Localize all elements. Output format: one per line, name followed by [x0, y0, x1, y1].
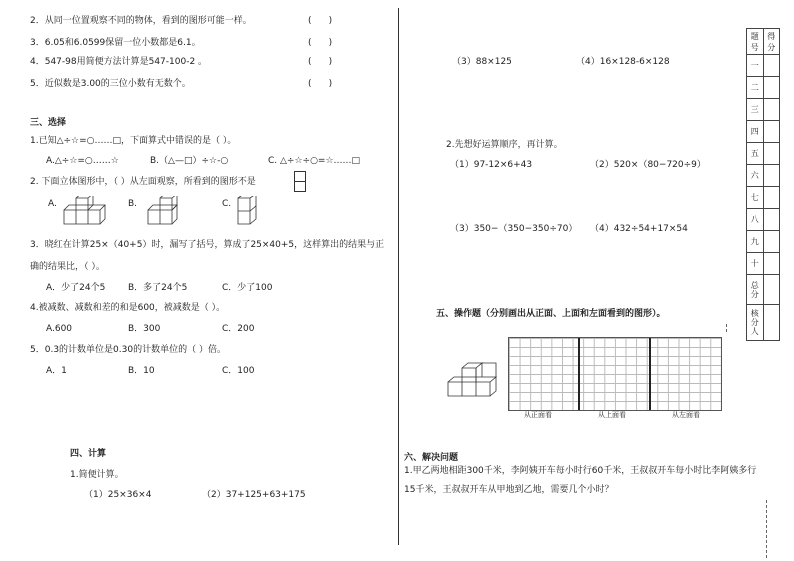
score-cell[interactable]	[763, 77, 780, 99]
score-cell[interactable]	[763, 231, 780, 253]
choice-q5: 5．0.3的计数单位是0.30的计数单位的（ ）倍。	[30, 345, 226, 355]
q5-option-a[interactable]: A．1	[46, 366, 67, 376]
row-label-checker: 核分人	[747, 305, 764, 341]
score-cell[interactable]	[763, 165, 780, 187]
cube-figure-a	[62, 196, 106, 228]
score-cell[interactable]	[763, 253, 780, 275]
q1-option-b[interactable]: B.（△—□）÷☆-○	[150, 156, 229, 166]
score-cell[interactable]	[763, 121, 780, 143]
column-divider	[398, 8, 399, 545]
header-score: 得分	[763, 29, 780, 55]
q2-label-a[interactable]: A.	[48, 199, 57, 209]
calc-1-item-3: （3）88×125	[452, 57, 512, 67]
choice-q1: 1.已知△÷☆=○……□，下面算式中错误的是（ ）。	[30, 136, 237, 146]
q5-option-c[interactable]: C．100	[222, 366, 255, 376]
q4-option-c[interactable]: C．200	[222, 324, 255, 334]
grid-label-left: 从左面看	[672, 411, 700, 419]
q3-option-c[interactable]: C．少了100	[222, 283, 273, 293]
choice-q2: 2. 下面立体图形中，（ ）从左面观察，所看到的图形不是	[30, 177, 256, 187]
score-table	[746, 28, 780, 341]
calc-2-item-2: （2）520×（80−720÷9）	[590, 160, 706, 170]
row-label: 八	[747, 209, 764, 231]
score-cell[interactable]	[763, 187, 780, 209]
q1-option-c[interactable]: C. △÷☆÷○=☆……□	[268, 156, 361, 166]
cube-stack-figure	[446, 360, 504, 400]
row-label: 六	[747, 165, 764, 187]
score-cell[interactable]	[763, 55, 780, 77]
drawing-grid[interactable]	[508, 337, 722, 411]
row-label: 一	[747, 55, 764, 77]
row-label: 十	[747, 253, 764, 275]
score-cell[interactable]	[763, 99, 780, 121]
grid-label-top: 从上面看	[598, 411, 626, 419]
square-pair-figure	[294, 171, 306, 193]
judge-item-5: 5．近似数是3.00的三位小数有无数个。	[30, 79, 191, 89]
calc-1-item-4: （4）16×128-6×128	[576, 57, 670, 67]
q4-option-b[interactable]: B．300	[128, 324, 161, 334]
q5-option-b[interactable]: B．10	[128, 366, 155, 376]
answer-paren[interactable]: ( )	[308, 38, 333, 48]
section-3-title: 三、选择	[30, 118, 67, 128]
binding-dashed-line	[766, 500, 767, 558]
row-label: 三	[747, 99, 764, 121]
section-5-title: 五、操作题（分别画出从正面、上面和左面看到的图形）。	[436, 309, 666, 319]
choice-q4: 4.被减数、减数和差的和是600，被减数是（ ）。	[30, 303, 226, 313]
q3-option-a[interactable]: A．少了24个5	[46, 283, 106, 293]
score-cell[interactable]	[763, 275, 780, 305]
row-label: 九	[747, 231, 764, 253]
choice-q3-line2: 确的结果比，（ ）。	[30, 262, 105, 272]
choice-q3-line1: 3．晓红在计算25×（40+5）时，漏写了括号，算成了25×40+5，这样算出的结果与正	[30, 240, 385, 250]
grid-label-front: 从正面看	[524, 411, 552, 419]
answer-paren[interactable]: ( )	[308, 79, 333, 89]
header-number: 题号	[747, 29, 764, 55]
calc-2-item-4: （4）432÷54+17×54	[590, 224, 688, 234]
score-cell[interactable]	[763, 143, 780, 165]
cube-figure-c	[236, 196, 266, 228]
row-label: 五	[747, 143, 764, 165]
answer-paren[interactable]: ( )	[308, 16, 333, 26]
judge-item-2: 2．从同一位置观察不同的物体，看到的图形可能一样。	[30, 16, 252, 26]
q2-label-c[interactable]: C.	[222, 199, 232, 209]
calc-2-item-1: （1）97-12×6+43	[450, 160, 533, 170]
q3-option-b[interactable]: B．多了24个5	[128, 283, 188, 293]
judge-item-3: 3．6.05和6.0599保留一位小数都是6.1。	[30, 38, 201, 48]
score-cell[interactable]	[763, 305, 780, 341]
cube-figure-b	[146, 196, 182, 228]
q4-option-a[interactable]: A.600	[46, 324, 73, 334]
problem-line-1: 1.甲乙两地相距300千米，李阿姨开车每小时行60千米，王叔叔开车每小时比李阿姨多行	[404, 466, 757, 476]
answer-paren[interactable]: ( )	[308, 57, 333, 67]
calc-1-title: 1.简便计算。	[70, 470, 124, 480]
calc-1-item-1: （1）25×36×4	[84, 490, 152, 500]
binding-mark	[726, 324, 727, 332]
row-label: 四	[747, 121, 764, 143]
row-label: 二	[747, 77, 764, 99]
problem-line-2: 15千米，王叔叔开车从甲地到乙地，需要几个小时？	[404, 485, 614, 495]
calc-2-item-3: （3）350−（350−350÷70）	[450, 224, 578, 234]
q1-option-a[interactable]: A.△÷☆=○……☆	[46, 156, 119, 166]
section-4-title: 四、计算	[70, 449, 107, 459]
section-6-title: 六、解决问题	[404, 453, 459, 463]
calc-2-title: 2.先想好运算顺序，再计算。	[446, 140, 563, 150]
judge-item-4: 4．547-98用简便方法计算是547-100-2 。	[30, 57, 208, 67]
q2-label-b[interactable]: B.	[128, 199, 138, 209]
row-label: 七	[747, 187, 764, 209]
calc-1-item-2: （2）37+125+63+175	[202, 490, 306, 500]
score-cell[interactable]	[763, 209, 780, 231]
row-label-total: 总分	[747, 275, 764, 305]
